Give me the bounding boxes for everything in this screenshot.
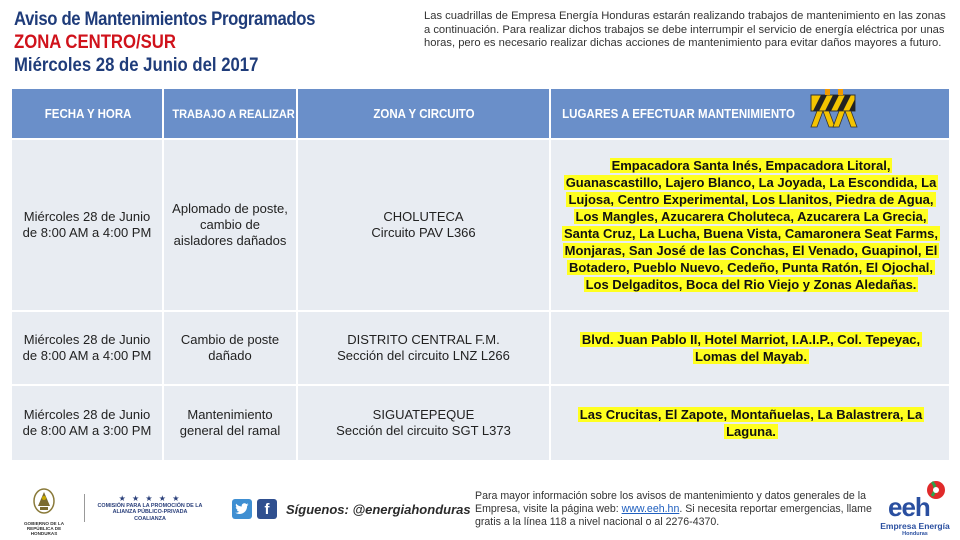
table-row-zone: SIGUATEPEQUE Sección del circuito SGT L373 bbox=[336, 407, 511, 438]
table-row-zone: CHOLUTECA Circuito PAV L366 bbox=[371, 209, 476, 240]
table-row-work: Mantenimiento general del ramal bbox=[179, 407, 281, 438]
website-link[interactable]: www.eeh.hn bbox=[621, 503, 680, 516]
eeh-logo-icon: eeh Empresa Energía Honduras bbox=[880, 476, 950, 536]
col-header-places: LUGARES A EFECTUAR MANTENIMIENTO bbox=[562, 106, 795, 121]
notice-header bbox=[14, 8, 404, 77]
table-row-work: Aplomado de poste, cambio de aisladores dañados bbox=[172, 201, 288, 248]
maintenance-table bbox=[12, 89, 949, 460]
table-row-datetime: Miércoles 28 de Junio de 8:00 AM a 4:00 PM bbox=[22, 332, 152, 363]
col-header-zone: ZONA Y CIRCUITO bbox=[373, 106, 475, 121]
notice-title: Aviso de Mantenimientos Programados bbox=[14, 9, 316, 30]
facebook-icon[interactable]: f bbox=[257, 499, 277, 519]
table-row-places: Empacadora Santa Inés, Empacadora Litoral, Guanascastillo, Lajero Blanco, La Joyada, La Escondida, La Lujosa, Centro Experimental, Los Llanitos, Piedra de Agua, Los Mangles, Azucarera Choluteca, Azucarera La Grecia, Santa Cruz, La Lucha, Buena Vista, Camaronera Seat Farms, Monjaras, San José de las Conchas, El Venado, Guapinol, El Botadero, Pueblo Nuevo, Cedeño, Punta Ratón, El Ojochal, Los Delgaditos, Boca del Rio Viejo y Zonas Aledañas. bbox=[564, 158, 938, 292]
zone-title: ZONA CENTRO/SUR bbox=[14, 32, 176, 53]
follow-handle[interactable]: Síguenos: @energiahonduras bbox=[286, 501, 471, 517]
table-row-places: Blvd. Juan Pablo II, Hotel Marriot, I.A.I.P., Col. Tepeyac, Lomas del Mayab. bbox=[581, 332, 921, 364]
honduras-coat-of-arms-icon bbox=[31, 486, 57, 516]
table-row-datetime: Miércoles 28 de Junio de 8:00 AM a 4:00 PM bbox=[22, 209, 152, 240]
notice-date: Miércoles 28 de Junio del 2017 bbox=[14, 55, 259, 76]
construction-barrier-icon bbox=[805, 89, 865, 129]
twitter-icon[interactable] bbox=[232, 499, 252, 519]
table-row-places: Las Crucitas, El Zapote, Montañuelas, La Balastrera, La Laguna. bbox=[579, 407, 923, 439]
table-row-zone: DISTRITO CENTRAL F.M. Sección del circuito LNZ L266 bbox=[337, 332, 510, 363]
table-row-datetime: Miércoles 28 de Junio de 8:00 AM a 3:00 PM bbox=[22, 407, 152, 438]
table-row-work: Cambio de poste dañado bbox=[180, 332, 280, 363]
government-logo: GOBIERNO DE LA REPÚBLICA DE HONDURAS bbox=[14, 486, 74, 532]
intro-paragraph: Las cuadrillas de Empresa Energía Honduras estarán realizando trabajos de mantenimiento en las zonas a continuación. Para realizar dichos trabajos se debe interrumpir el servicio de energía eléctrica por unas horas, pero es necesario realizar dichas acciones de mantenimiento para evitar daños mayores a futuro. bbox=[424, 10, 946, 49]
col-header-work: TRABAJO A REALIZAR bbox=[172, 106, 295, 121]
col-header-datetime: FECHA Y HORA bbox=[44, 106, 132, 121]
coalianza-logo: ★ ★ ★ ★ ★ COMISIÓN PARA LA PROMOCIÓN DE LA ALIANZA PÚBLICO-PRIVADA COALIANZA bbox=[84, 494, 209, 522]
contact-info: Para mayor información sobre los avisos de mantenimiento y datos generales de la Empresa, visite la página web: www.eeh.hn. Si necesita reportar emergencias, llame gratis a la línea 118 a nivel nacional o al 2276-4370. bbox=[475, 490, 872, 529]
table-header bbox=[12, 89, 949, 138]
social-bar bbox=[232, 499, 471, 519]
